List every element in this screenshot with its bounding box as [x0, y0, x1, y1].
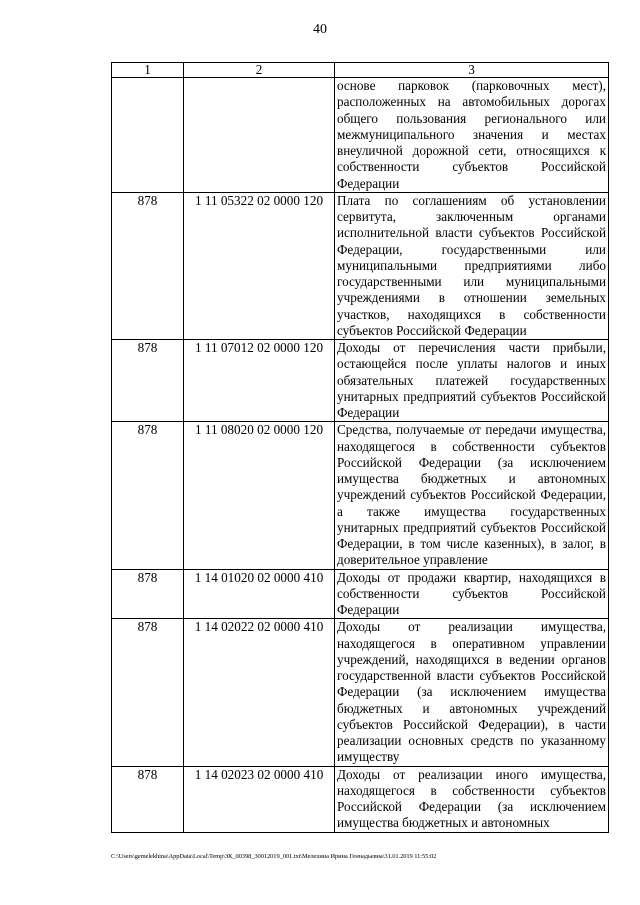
budget-code-cell: 1 14 01020 02 0000 410 [184, 569, 335, 619]
budget-code-cell: 1 14 02022 02 0000 410 [184, 619, 335, 766]
admin-code-cell: 878 [112, 766, 184, 832]
description-cell: Средства, получаемые от передачи имущества, находящегося в собственности субъектов Российской Федерации (за исключением имущества бюджетных и автономных учреждений субъектов Российской Федерации, а также имущества государственных унитарных предприятий субъектов Российской Федерации, в том числе казенных), в залог, в доверительное управление [335, 422, 609, 569]
budget-code-cell: 1 11 05322 02 0000 120 [184, 192, 335, 339]
description-cell: Доходы от продажи квартир, находящихся в собственности субъектов Российской Федерации [335, 569, 609, 619]
column-header-1: 1 [112, 63, 184, 78]
admin-code-cell: 878 [112, 340, 184, 422]
budget-code-cell [184, 78, 335, 193]
table-row [112, 340, 609, 422]
column-header-2: 2 [184, 63, 335, 78]
page-number: 40 [313, 22, 327, 37]
description-cell: Доходы от реализации иного имущества, находящегося в собственности субъектов Российской Федерации (за исключением имущества бюджетных и автономных [335, 766, 609, 832]
admin-code-cell: 878 [112, 569, 184, 619]
table-header-row [112, 63, 609, 78]
description-cell: Доходы от перечисления части прибыли, остающейся после уплаты налогов и иных обязательных платежей государственных унитарных предприятий субъектов Российской Федерации [335, 340, 609, 422]
budget-code-cell: 1 11 08020 02 0000 120 [184, 422, 335, 569]
description-cell: Плата по соглашениям об установлении сервитута, заключенным органами исполнительной власти субъектов Российской Федерации, государственными или муниципальными предприятиями либо государственными или муниципальными учреждениями в отношении земельных участков, находящихся в собственности субъектов Российской Федерации [335, 192, 609, 339]
admin-code-cell: 878 [112, 619, 184, 766]
revenue-codes-table [111, 62, 609, 833]
file-path-footer: C:\Users\gemelekhina\AppData\Local\Temp\ЗК_00398_30012019_001.txt\Мелехина Ирина Геннадьевна\31.01.2019 11:55:02 [111, 853, 437, 860]
budget-code-cell: 1 14 02023 02 0000 410 [184, 766, 335, 832]
table-row [112, 619, 609, 766]
description-cell: основе парковок (парковочных мест), расположенных на автомобильных дорогах общего пользования регионального или межмуниципального значения и местах внеуличной дорожной сети, относящихся к собственности субъектов Российской Федерации [335, 78, 609, 193]
column-header-3: 3 [335, 63, 609, 78]
admin-code-cell: 878 [112, 422, 184, 569]
table-row [112, 192, 609, 339]
table-row [112, 766, 609, 832]
table-row [112, 569, 609, 619]
budget-code-cell: 1 11 07012 02 0000 120 [184, 340, 335, 422]
table-row [112, 78, 609, 193]
admin-code-cell [112, 78, 184, 193]
admin-code-cell: 878 [112, 192, 184, 339]
table-row [112, 422, 609, 569]
description-cell: Доходы от реализации имущества, находящегося в оперативном управлении учреждений, находящихся в ведении органов государственной власти субъектов Российской Федерации (за исключением имущества бюджетных и автономных учреждений субъектов Российской Федерации), в части реализации основных средств по указанному имуществу [335, 619, 609, 766]
